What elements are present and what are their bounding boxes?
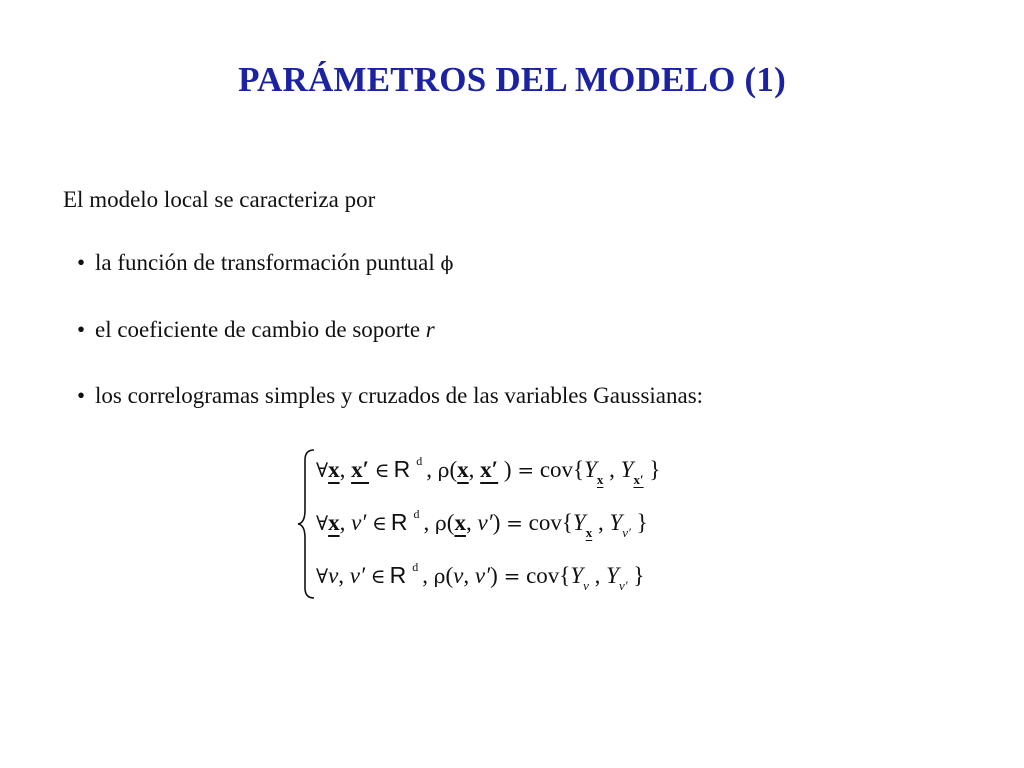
rho-arg-b: v′ — [477, 510, 493, 535]
rho-symbol: ρ — [435, 511, 447, 535]
real-set-symbol: R — [389, 562, 407, 588]
dimension-superscript: d — [413, 507, 420, 521]
var-a: x — [328, 510, 340, 535]
equation-row-1: ∀x, x′ ∈ R $^d$ , ρ(x, x′ ) = $cov\{Y_x$ , $Y_{x'}$ } — [316, 454, 661, 487]
rho-arg-b: x′ — [480, 457, 499, 482]
slide-title: PARÁMETROS DEL MODELO (1) — [238, 60, 786, 99]
equation-row-2: ∀x, v′ ∈ R $^d$ , ρ(x, $v') = cov\{Y_x$ , $Y_{v'}$ } — [316, 507, 648, 540]
bullet-item-correlograms — [77, 383, 703, 409]
cov-operator: cov — [539, 457, 574, 482]
bullet-dot: • — [77, 317, 86, 342]
equals-symbol: = — [503, 564, 521, 588]
phi-symbol: ϕ — [440, 253, 454, 275]
y-variable: Y — [584, 457, 597, 482]
y-variable: Y — [606, 563, 619, 588]
y-subscript-a: x — [596, 472, 604, 487]
bullet-item-transform-function — [77, 250, 453, 276]
y-variable: Y — [620, 457, 634, 482]
y-subscript-b: v′ — [622, 525, 631, 540]
var-b: v′ — [351, 510, 367, 535]
equation-system — [296, 448, 716, 598]
bullet-text: los correlogramas simples y cruzados de las variables Gaussianas: — [95, 383, 704, 408]
real-set-symbol: R — [390, 509, 408, 535]
rho-symbol: ρ — [437, 458, 450, 482]
rho-arg-a: x — [454, 510, 466, 535]
element-of-symbol: ∈ — [370, 564, 386, 588]
bullet-text: la función de transformación puntual — [95, 250, 435, 275]
cov-operator: cov — [528, 510, 562, 535]
r-symbol: r — [425, 317, 435, 342]
left-brace-icon — [296, 448, 318, 600]
var-b: v′ — [349, 563, 366, 588]
y-variable: Y — [609, 510, 623, 535]
rho-arg-b: v′ — [474, 563, 491, 588]
forall-symbol: ∀ — [316, 564, 329, 588]
bullet-text: el coeficiente de cambio de soporte — [95, 317, 421, 342]
equation-row-3: ∀v, v′ ∈ R $^d$ , ρ(v, $v') = cov\{Y_v$ , $Y_{v'}$ } — [316, 560, 645, 593]
rho-arg-a: x — [457, 457, 469, 482]
y-subscript-b: v′ — [618, 578, 628, 593]
equals-symbol: = — [517, 458, 535, 482]
y-variable: Y — [572, 510, 586, 535]
y-subscript-b: x′ — [633, 472, 644, 487]
rho-symbol: ρ — [433, 564, 446, 588]
y-variable: Y — [570, 563, 584, 588]
bullet-dot: • — [77, 383, 86, 408]
real-set-symbol: R — [393, 456, 411, 482]
element-of-symbol: ∈ — [374, 458, 390, 482]
dimension-superscript: d — [416, 454, 423, 468]
rho-arg-a: v — [453, 563, 464, 588]
forall-symbol: ∀ — [316, 458, 329, 482]
y-subscript-a: v — [583, 578, 589, 593]
equals-symbol: = — [506, 511, 523, 535]
bullet-dot: • — [77, 250, 86, 275]
intro-text: El modelo local se caracteriza por — [63, 187, 376, 212]
dimension-superscript: d — [412, 560, 419, 574]
forall-symbol: ∀ — [316, 511, 329, 535]
bullet-item-support-coefficient — [77, 317, 435, 343]
y-subscript-a: x — [585, 525, 593, 540]
cov-operator: cov — [526, 563, 560, 588]
var-a: v — [328, 563, 339, 588]
var-b: x′ — [351, 457, 370, 482]
var-a: x — [328, 457, 340, 482]
element-of-symbol: ∈ — [372, 511, 387, 535]
